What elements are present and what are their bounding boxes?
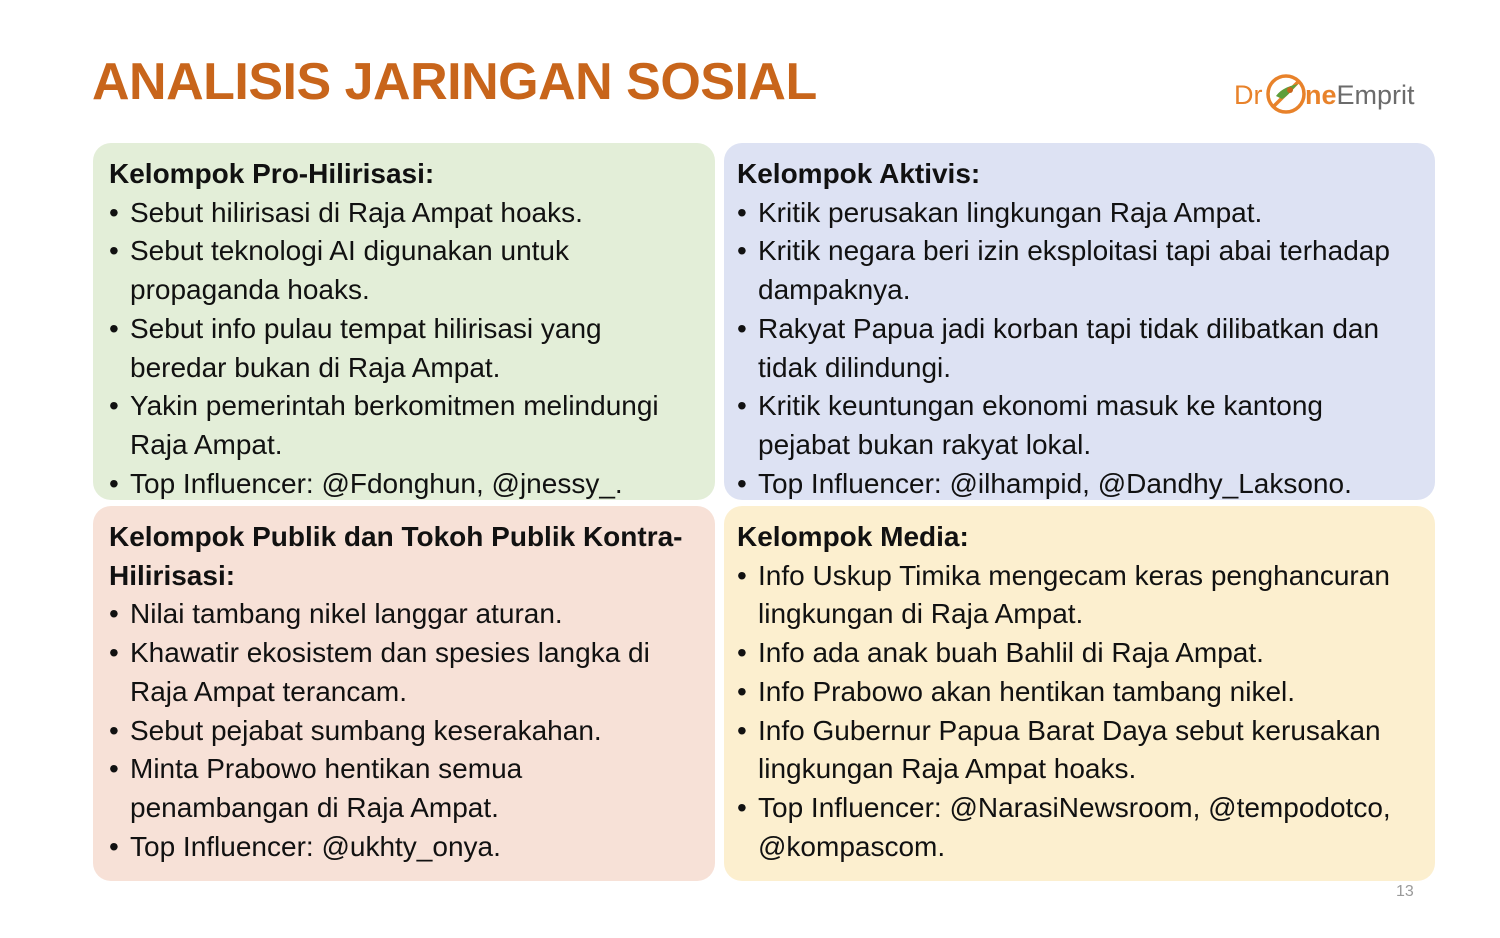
panel-title: Kelompok Publik dan Tokoh Publik Kontra-Hilirisasi: [109,521,683,591]
panel-publik-kontra [93,506,715,881]
logo-text-after: neEmprit [1305,80,1415,110]
list-item: • Kritik perusakan lingkungan Raja Ampat. [737,194,1421,233]
logo-text-before: Dr [1234,80,1263,110]
list-item: • Kritik negara beri izin eksploitasi tapi abai terhadap dampaknya. [737,232,1421,309]
list-item: • Info ada anak buah Bahlil di Raja Ampat. [737,634,1421,673]
page-title: ANALISIS JARINGAN SOSIAL [92,53,817,111]
panel-aktivis [724,143,1435,500]
list-item: • Khawatir ekosistem dan spesies langka di Raja Ampat terancam. [109,634,701,711]
list-item: • Top Influencer: @Fdonghun, @jnessy_. [109,465,701,504]
panel-pro-hilirisasi [93,143,715,500]
logo-bird-head-icon [1287,87,1293,93]
list-item: • Top Influencer: @NarasiNewsroom, @tempodotco, @kompascom. [737,789,1421,866]
panel-title: Kelompok Aktivis: [737,158,981,189]
panel-media [724,506,1435,881]
list-item: • Sebut pejabat sumbang keserakahan. [109,712,701,751]
list-item: • Sebut teknologi AI digunakan untuk propaganda hoaks. [109,232,701,309]
logo-bird-icon [1276,84,1298,99]
list-item: • Rakyat Papua jadi korban tapi tidak dilibatkan dan tidak dilindungi. [737,310,1421,387]
bullet-list [109,595,701,866]
list-item: • Sebut info pulau tempat hilirisasi yang beredar bukan di Raja Ampat. [109,310,701,387]
list-item: • Nilai tambang nikel langgar aturan. [109,595,701,634]
page-number: 13 [1396,883,1414,900]
bullet-list [737,194,1421,504]
list-item: • Minta Prabowo hentikan semua penambangan di Raja Ampat. [109,750,701,827]
list-item: • Sebut hilirisasi di Raja Ampat hoaks. [109,194,701,233]
drone-emprit-logo [1232,66,1442,122]
list-item: • Top Influencer: @ukhty_onya. [109,828,701,867]
list-item: • Yakin pemerintah berkomitmen melindungi Raja Ampat. [109,387,701,464]
list-item: • Kritik keuntungan ekonomi masuk ke kantong pejabat bukan rakyat lokal. [737,387,1421,464]
panel-title: Kelompok Pro-Hilirisasi: [109,158,435,189]
list-item: • Info Gubernur Papua Barat Daya sebut kerusakan lingkungan Raja Ampat hoaks. [737,712,1421,789]
list-item: • Info Prabowo akan hentikan tambang nikel. [737,673,1421,712]
list-item: • Info Uskup Timika mengecam keras penghancuran lingkungan di Raja Ampat. [737,557,1421,634]
bullet-list [737,557,1421,867]
panel-title: Kelompok Media: [737,521,969,552]
bullet-list [109,194,701,504]
list-item: • Top Influencer: @ilhampid, @Dandhy_Laksono. [737,465,1421,504]
